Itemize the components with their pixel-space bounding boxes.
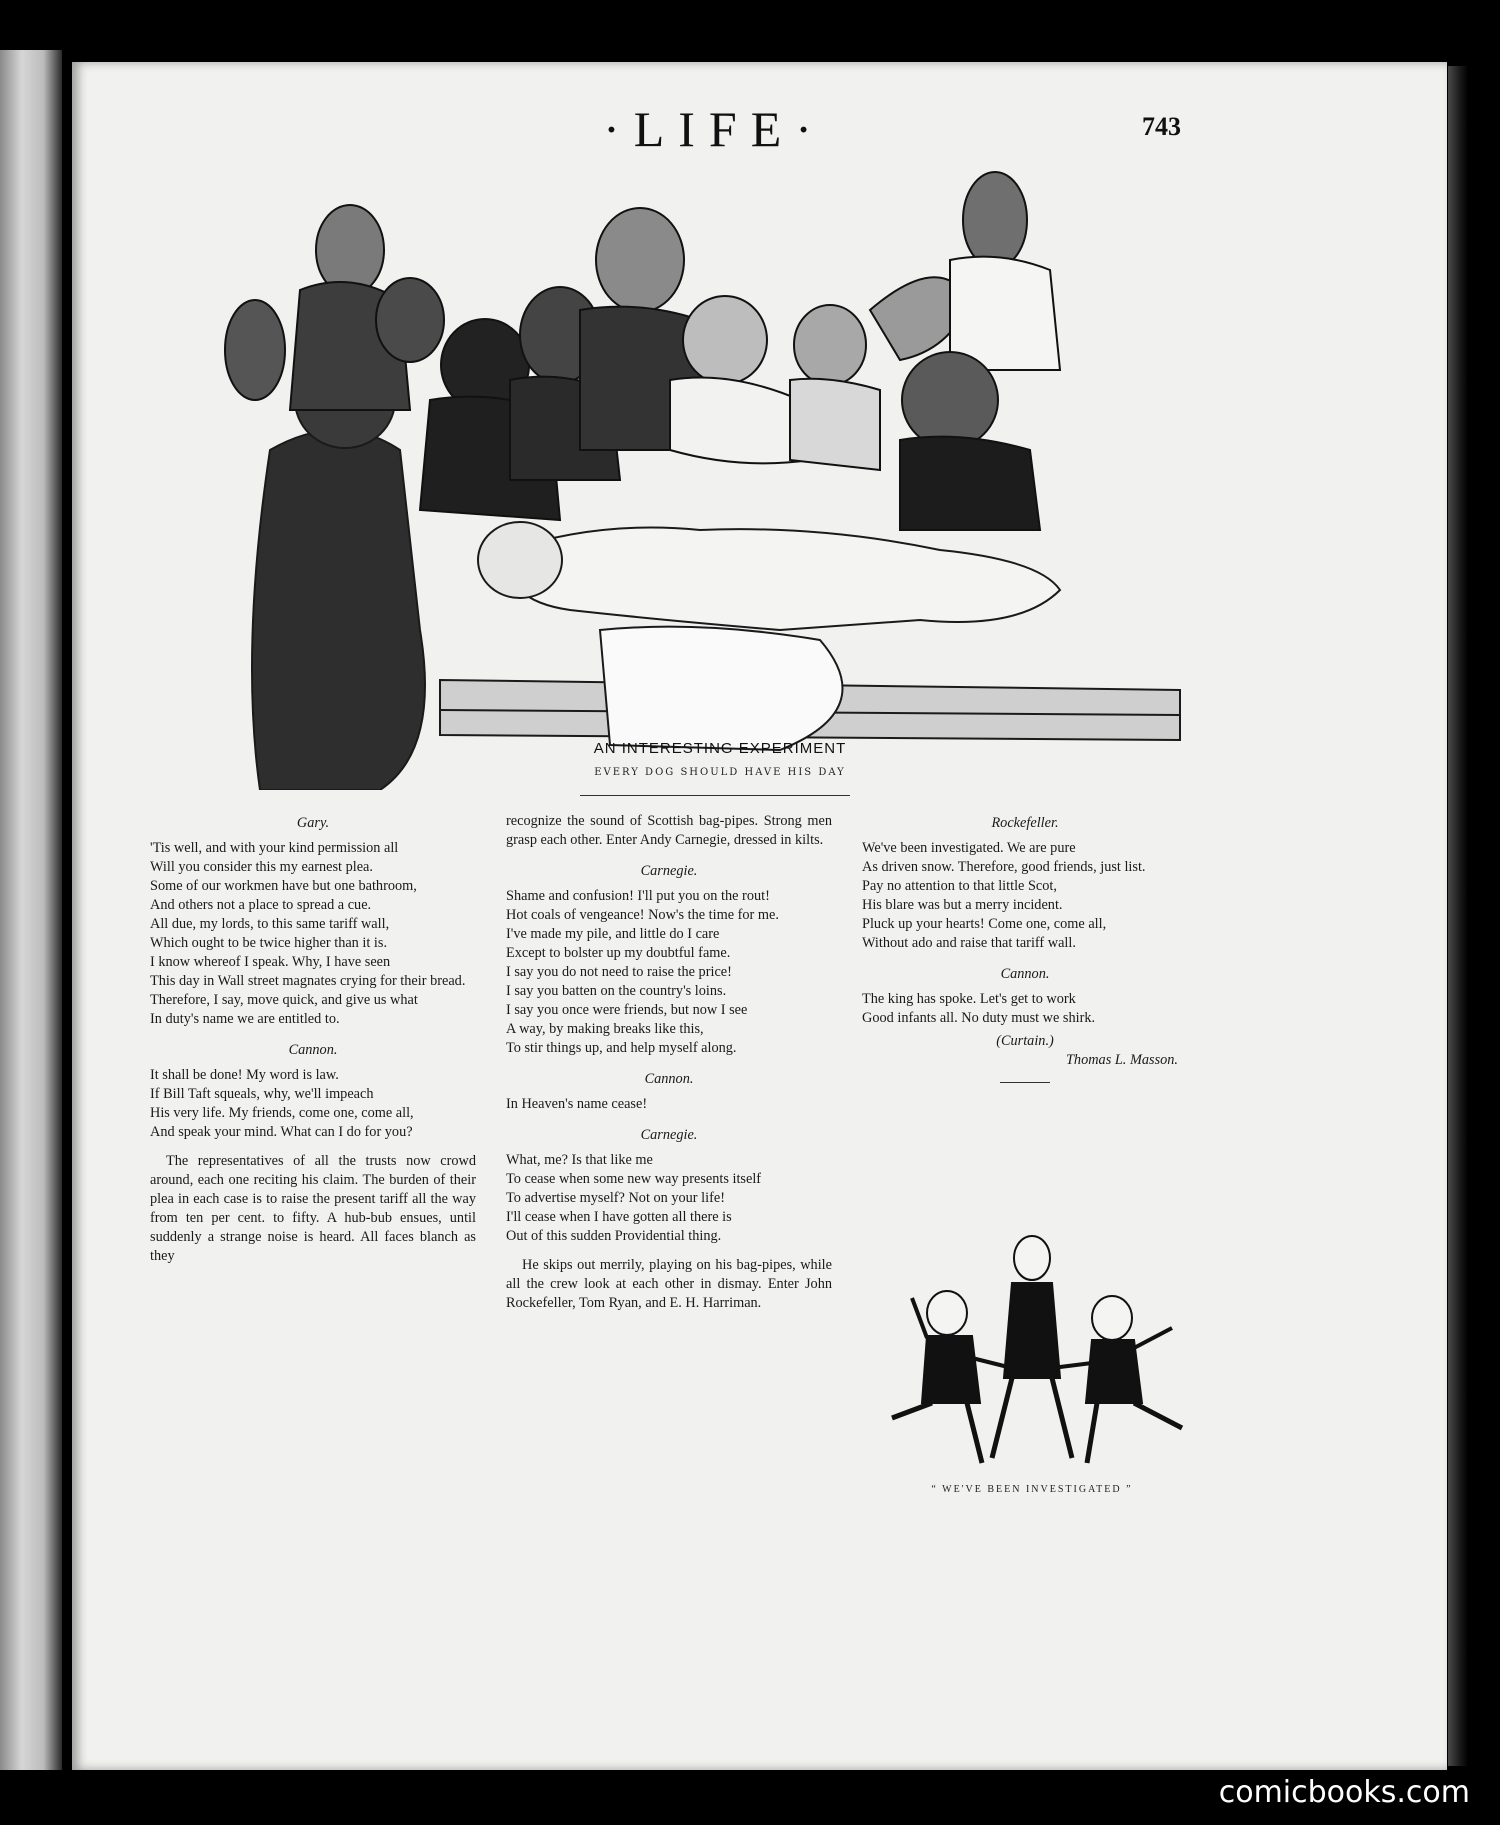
curtain-note: (Curtain.) (996, 1033, 1054, 1049)
illustration-caption: “ WE'VE BEEN INVESTIGATED ” (931, 1484, 1133, 1495)
verse-line: Pluck up your hearts! Come one, come all, (862, 916, 1107, 932)
verse-line: I've made my pile, and little do I care (506, 926, 720, 942)
verse-line: 'Tis well, and with your kind permission all (150, 840, 399, 856)
verse-block (862, 839, 1188, 953)
verse-line: What, me? Is that like me (506, 1152, 653, 1168)
verse-line: Except to bolster up my doubtful fame. (506, 945, 731, 961)
verse-line: As driven snow. Therefore, good friends, just list. (862, 859, 1146, 875)
speaker-name: Cannon. (1000, 966, 1050, 982)
speaker-name: Carnegie. (640, 863, 698, 879)
verse-line: Which ought to be twice higher than it is. (150, 935, 388, 951)
verse-line: Pay no attention to that little Scot, (862, 878, 1057, 894)
verse-line: This day in Wall street magnates crying for their bread. (150, 973, 466, 989)
verse-line: I say you batten on the country's loins. (506, 983, 727, 999)
verse-block (862, 990, 1188, 1028)
verse-line: It shall be done! My word is law. (150, 1067, 339, 1083)
verse-block (506, 1095, 832, 1114)
verse-line: Will you consider this my earnest plea. (150, 859, 373, 875)
speaker-name: Cannon. (644, 1071, 694, 1087)
verse-line: Out of this sudden Providential thing. (506, 1228, 722, 1244)
verse-line: To advertise myself? Not on your life! (506, 1190, 725, 1206)
verse-block (150, 1066, 476, 1142)
verse-block (150, 839, 476, 1029)
verse-line: I say you do not need to raise the price! (506, 964, 732, 980)
verse-line: Some of our workmen have but one bathroom, (150, 878, 417, 894)
verse-line: Shame and confusion! I'll put you on the rout! (506, 888, 770, 904)
article-subtitle: EVERY DOG SHOULD HAVE HIS DAY (594, 767, 846, 778)
speaker-name: Gary. (296, 815, 330, 831)
verse-block (506, 887, 832, 1058)
left-page-edge (0, 50, 62, 1790)
verse-line: All due, my lords, to this same tariff wall, (150, 916, 390, 932)
verse-line: A way, by making breaks like this, (506, 1021, 704, 1037)
text-column-1 (150, 812, 476, 1266)
stage-direction: recognize the sound of Scottish bag-pipes. Strong men grasp each other. Enter Andy Carnegie, dressed in kilts. (506, 813, 832, 848)
verse-line: If Bill Taft squeals, why, we'll impeach (150, 1086, 374, 1102)
verse-line: To cease when some new way presents itself (506, 1171, 762, 1187)
site-watermark: comicbooks.com (1218, 1775, 1470, 1810)
verse-line: I'll cease when I have gotten all there is (506, 1209, 732, 1225)
verse-line: In duty's name we are entitled to. (150, 1011, 340, 1027)
verse-line: And others not a place to spread a cue. (150, 897, 372, 913)
speaker-name: Rockefeller. (991, 815, 1059, 831)
verse-line: Therefore, I say, move quick, and give us what (150, 992, 418, 1008)
verse-line: His very life. My friends, come one, come all, (150, 1105, 414, 1121)
verse-line: I know whereof I speak. Why, I have seen (150, 954, 391, 970)
title-divider (580, 795, 850, 796)
verse-line: Hot coals of vengeance! Now's the time for me. (506, 907, 779, 923)
verse-line: Good infants all. No duty must we shirk. (862, 1010, 1096, 1026)
article-title: AN INTERESTING EXPERIMENT (593, 740, 847, 757)
verse-line: And speak your mind. What can I do for you? (150, 1124, 413, 1140)
text-column-2 (506, 812, 832, 1313)
verse-line: The king has spoke. Let's get to work (862, 991, 1076, 1007)
dancing-men-illustration (872, 1228, 1192, 1478)
verse-block (506, 1151, 832, 1246)
verse-line: In Heaven's name cease! (506, 1096, 648, 1112)
verse-line: Without ado and raise that tariff wall. (862, 935, 1076, 951)
author-divider (1000, 1082, 1050, 1083)
right-page-edge (1448, 66, 1468, 1766)
stage-direction: The representatives of all the trusts now crowd around, each one reciting his claim. The burden of their plea in each case is to raise the present tariff all the way from ten per cent. to fifty. A hub-bub ensues, until suddenly a strange noise is heard. All faces blanch as they (150, 1153, 476, 1264)
magazine-title: ·LIFE· (603, 101, 826, 157)
verse-line: His blare was but a merry incident. (862, 897, 1063, 913)
speaker-name: Carnegie. (640, 1127, 698, 1143)
stage-direction: He skips out merrily, playing on his bag-pipes, while all the crew look at each other in dismay. Enter John Rockefeller, Tom Ryan, and E. H. Harriman. (506, 1257, 832, 1311)
verse-line: We've been investigated. We are pure (862, 840, 1076, 856)
verse-line: To stir things up, and help myself along. (506, 1040, 737, 1056)
dog-surgeons-illustration (180, 150, 1190, 790)
verse-line: I say you once were friends, but now I see (506, 1002, 748, 1018)
speaker-name: Cannon. (288, 1042, 338, 1058)
page-number: 743 (1142, 112, 1181, 141)
text-column-3 (862, 812, 1188, 1083)
author-signature: Thomas L. Masson. (1065, 1052, 1178, 1068)
